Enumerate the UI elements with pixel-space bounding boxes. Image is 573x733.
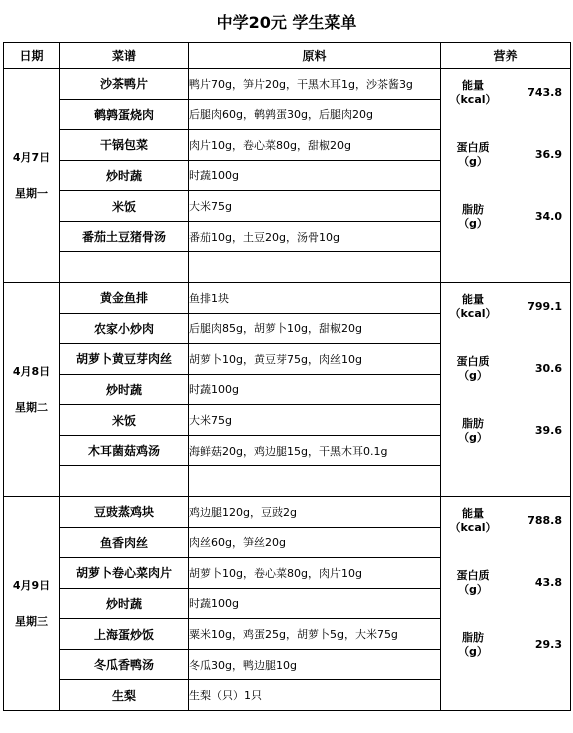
nutrition-label: 脂肪: [462, 417, 484, 430]
nutrition-label: 蛋白质: [456, 141, 490, 154]
menu-table: [3, 42, 571, 711]
dish-ingredients: 胡萝卜10g，卷心菜80g，肉片10g: [189, 558, 441, 589]
nutrition-value: 799.1: [527, 300, 562, 313]
dish-name: 冬瓜香鸭汤: [60, 649, 189, 680]
dish-name: 炒时蔬: [60, 374, 189, 405]
dish-name: 炒时蔬: [60, 588, 189, 619]
dish-ingredients: 鸭片70g，笋片20g，干黑木耳1g，沙茶酱3g: [189, 69, 441, 100]
dish-ingredients: 生梨（只）1只: [189, 680, 441, 711]
date-cell: [4, 497, 60, 711]
nutrition-label-block: [447, 293, 499, 321]
dish-ingredients: 鸡边腿120g，豆豉2g: [189, 497, 441, 528]
page-title: 中学20元 学生菜单: [216, 13, 357, 32]
nutrition-value: 34.0: [534, 210, 562, 223]
dish-name: [60, 466, 189, 497]
nutrition-label: 蛋白质: [456, 355, 490, 368]
dish-ingredients: 大米75g: [189, 405, 441, 436]
nutrition-box: [441, 283, 570, 496]
header-nutrition: 营养: [441, 43, 571, 69]
nutrition-label: 脂肪: [462, 203, 484, 216]
nutrition-label-block: [447, 355, 499, 383]
nutrition-value: 743.8: [527, 86, 562, 99]
dish-ingredients: 胡萝卜10g，黄豆芽75g，肉丝10g: [189, 344, 441, 375]
dish-ingredients: 鱼排1块: [189, 283, 441, 314]
dish-name: 沙茶鸭片: [60, 69, 189, 100]
nutrition-label-block: [447, 203, 499, 231]
dish-name: 木耳菌菇鸡汤: [60, 435, 189, 466]
dish-name: 鱼香肉丝: [60, 527, 189, 558]
dish-ingredients: 时蔬100g: [189, 588, 441, 619]
dish-name: 农家小炒肉: [60, 313, 189, 344]
dish-ingredients: 肉丝60g，笋丝20g: [189, 527, 441, 558]
dish-ingredients: 后腿肉60g，鹌鹑蛋30g，后腿肉20g: [189, 99, 441, 130]
nutrition-box: [441, 497, 570, 710]
date-label: 4月9日: [12, 578, 51, 592]
nutrition-value: 36.9: [534, 148, 562, 161]
dish-ingredients: 时蔬100g: [189, 160, 441, 191]
dish-name: [60, 252, 189, 283]
nutrition-unit: （g）: [458, 369, 488, 382]
date-cell: [4, 283, 60, 497]
nutrition-box: [441, 69, 570, 282]
weekday-label: 星期三: [15, 614, 48, 628]
nutrition-value: 29.3: [534, 638, 562, 651]
weekday-label: 星期一: [15, 186, 48, 200]
dish-name: 炒时蔬: [60, 160, 189, 191]
dish-name: 米饭: [60, 405, 189, 436]
nutrition-unit: （kcal）: [449, 307, 497, 320]
table-row: [4, 69, 571, 100]
nutrition-label-block: [447, 141, 499, 169]
dish-name: 胡萝卜黄豆芽肉丝: [60, 344, 189, 375]
nutrition-label: 脂肪: [462, 631, 484, 644]
weekday-label: 星期二: [15, 400, 48, 414]
nutrition-value: 788.8: [527, 514, 562, 527]
nutrition-cell: [441, 283, 571, 497]
dish-ingredients: 番茄10g，土豆20g，汤骨10g: [189, 221, 441, 252]
nutrition-label-block: [447, 631, 499, 659]
dish-ingredients: 后腿肉85g，胡萝卜10g，甜椒20g: [189, 313, 441, 344]
header-dish: 菜谱: [60, 43, 189, 69]
nutrition-label-block: [447, 569, 499, 597]
dish-name: 干锅包菜: [60, 130, 189, 161]
nutrition-label-block: [447, 507, 499, 535]
dish-name: 番茄土豆猪骨汤: [60, 221, 189, 252]
header-date: 日期: [4, 43, 60, 69]
nutrition-label: 蛋白质: [456, 569, 490, 582]
dish-name: 上海蛋炒饭: [60, 619, 189, 650]
nutrition-unit: （g）: [458, 155, 488, 168]
dish-name: 豆豉蒸鸡块: [60, 497, 189, 528]
nutrition-label: 能量: [462, 79, 484, 92]
dish-name: 米饭: [60, 191, 189, 222]
table-row: [4, 283, 571, 314]
nutrition-label-block: [447, 417, 499, 445]
nutrition-unit: （g）: [458, 645, 488, 658]
nutrition-value: 43.8: [534, 576, 562, 589]
date-cell: [4, 69, 60, 283]
nutrition-label: 能量: [462, 507, 484, 520]
dish-name: 黄金鱼排: [60, 283, 189, 314]
nutrition-unit: （kcal）: [449, 521, 497, 534]
nutrition-label: 能量: [462, 293, 484, 306]
dish-ingredients: 时蔬100g: [189, 374, 441, 405]
nutrition-unit: （g）: [458, 583, 488, 596]
date-label: 4月8日: [12, 364, 51, 378]
dish-name: 鹌鹑蛋烧肉: [60, 99, 189, 130]
nutrition-label-block: [447, 79, 499, 107]
header-ingredients: 原料: [189, 43, 441, 69]
nutrition-value: 39.6: [534, 424, 562, 437]
dish-name: 生梨: [60, 680, 189, 711]
dish-ingredients: [189, 252, 441, 283]
nutrition-cell: [441, 497, 571, 711]
nutrition-value: 30.6: [534, 362, 562, 375]
dish-name: 胡萝卜卷心菜肉片: [60, 558, 189, 589]
header-row: [4, 43, 571, 69]
table-row: [4, 497, 571, 528]
menu-body: [4, 69, 571, 711]
nutrition-unit: （g）: [458, 431, 488, 444]
dish-ingredients: 冬瓜30g，鸭边腿10g: [189, 649, 441, 680]
dish-ingredients: 大米75g: [189, 191, 441, 222]
nutrition-unit: （kcal）: [449, 93, 497, 106]
date-label: 4月7日: [12, 150, 51, 164]
dish-ingredients: 海鲜菇20g，鸡边腿15g，干黑木耳0.1g: [189, 435, 441, 466]
dish-ingredients: [189, 466, 441, 497]
nutrition-unit: （g）: [458, 217, 488, 230]
nutrition-cell: [441, 69, 571, 283]
dish-ingredients: 粟米10g，鸡蛋25g，胡萝卜5g，大米75g: [189, 619, 441, 650]
dish-ingredients: 肉片10g，卷心菜80g，甜椒20g: [189, 130, 441, 161]
